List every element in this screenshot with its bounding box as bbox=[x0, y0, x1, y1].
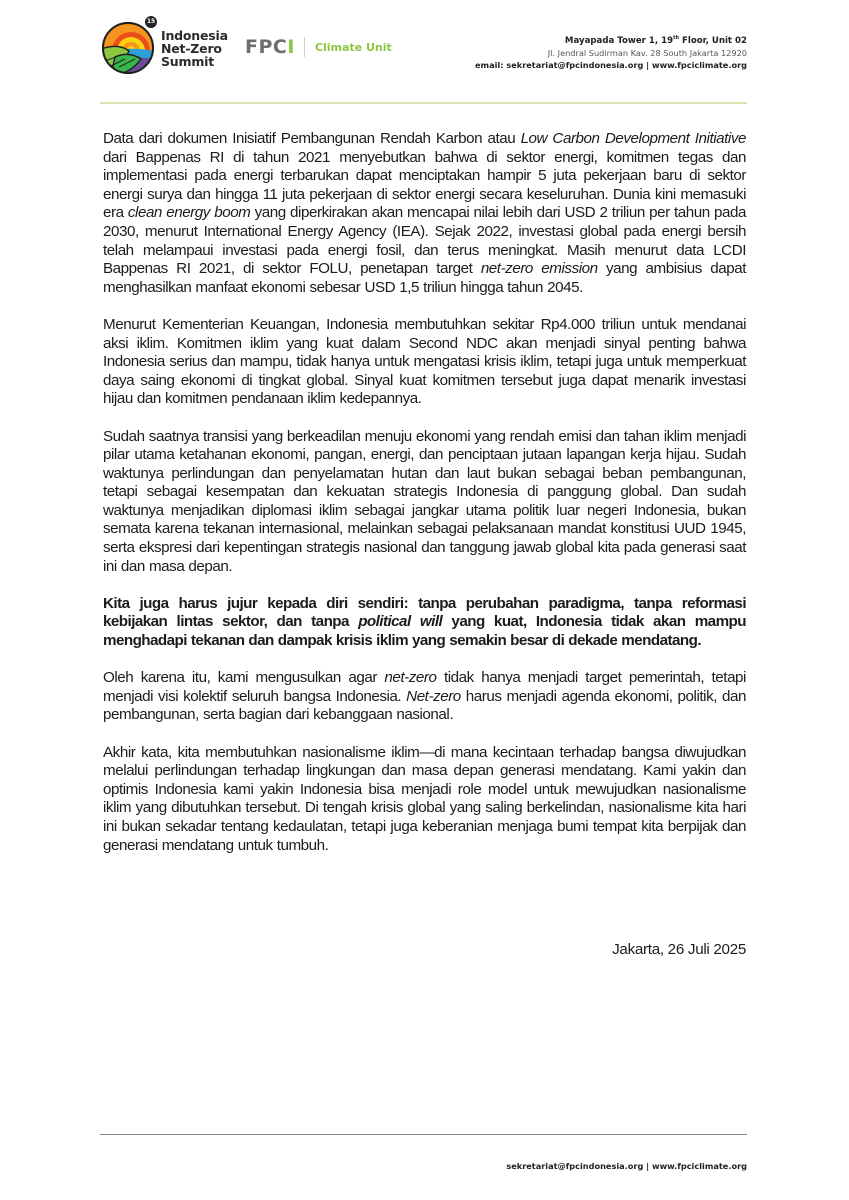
office-address bbox=[475, 32, 747, 71]
text-run: Oleh karena itu, kami mengusulkan agar bbox=[103, 669, 385, 687]
paragraph-2: Menurut Kementerian Keuangan, Indonesia membutuhkan sekitar Rp4.000 triliun untuk mendanai aksi iklim. Komitmen iklim yang kuat dalam Second NDC akan menjadi sinyal penting bahwa Indonesia serius dan mampu, tidak hanya untuk mengatasi krisis iklim, tetapi juga untuk memperkuat daya saing ekonomi di tingkat global. Sinyal kuat komitmen tersebut juga dapat menarik investasi hijau dan komitmen pendanaan iklim kedepannya. bbox=[103, 315, 746, 408]
address-building: Mayapada Tower 1, 19 bbox=[564, 35, 674, 46]
place-and-date: Jakarta, 26 Juli 2025 bbox=[612, 941, 746, 958]
fpci-letters: FPC bbox=[245, 36, 288, 58]
italic-term: political will bbox=[358, 613, 443, 631]
letterhead bbox=[0, 0, 849, 110]
text-run: yang diperkirakan akan mencapai nilai lebih dari USD 2 triliun per tahun pada 2030, menurut International Energy Agency (IEA). Sejak 2022, investasi global pada energi bersih telah melampaui investasi pada energi fosil, dan terus meningkat. Masih menurut data LCDI Bappenas RI 2021, di sektor FOLU, penetapan target bbox=[103, 204, 746, 278]
letter-body bbox=[103, 130, 746, 874]
text-run: harus menjadi agenda ekonomi, politik, dan pembangunan, serta bagian dari kebanggaan nasional. bbox=[103, 687, 746, 724]
italic-term: net-zero bbox=[384, 669, 437, 687]
summit-wordmark bbox=[161, 29, 228, 68]
text-run: yang ambisius dapat menghasilkan manfaat ekonomi sebesar USD 1,5 triliun hingga tahun 2045. bbox=[103, 260, 746, 296]
header-divider bbox=[100, 102, 747, 104]
address-contact: email: sekretariat@fpcindonesia.org | www.fpciclimate.org bbox=[474, 59, 747, 70]
italic-term: Net-zero bbox=[406, 687, 461, 705]
summit-emblem-icon bbox=[101, 18, 156, 75]
italic-term: net-zero emission bbox=[480, 260, 598, 278]
fpci-wordmark bbox=[245, 36, 295, 58]
italic-term: clean energy boom bbox=[127, 204, 251, 222]
paragraph-1 bbox=[103, 130, 746, 297]
address-line-2: Jl. Jendral Sudirman Kav. 28 South Jakarta 12920 bbox=[547, 47, 747, 58]
paragraph-4-emphasis bbox=[103, 595, 746, 651]
paragraph-6: Akhir kata, kita membutuhkan nasionalisme iklim—di mana kecintaan terhadap bangsa diwujudkan melalui perlindungan terhadap lingkungan dan masa depan generasi mendatang. Kami yakin dan optimis Indonesia kami yakin Indonesia bisa menjadi role model untuk mewujudkan nasionalisme iklim yang dibutuhkan tersebut. Di tengah krisis global yang saling berkelindan, nasionalisme kita hari ini bukan sekadar tentang kedaulatan, tetapi juga keberanian menjaga bumi tempat kita berpijak dan generasi mendatang untuk tumbuh. bbox=[103, 743, 746, 854]
italic-term: Low Carbon Development Initiative bbox=[520, 130, 746, 147]
address-line-1 bbox=[475, 32, 747, 47]
text-run: yang kuat, Indonesia tidak akan mampu menghadapi tekanan dan dampak krisis iklim yang semakin besar di dekade mendatang. bbox=[103, 613, 746, 650]
text-run: Kita juga harus jujur kepada diri sendiri: tanpa perubahan paradigma, tanpa reformasi kebijakan lintas sektor, dan tanpa bbox=[103, 594, 746, 631]
summit-line-2: Net-Zero bbox=[161, 40, 222, 56]
indonesia-net-zero-summit-logo bbox=[101, 18, 228, 75]
fpci-climate-unit-logo bbox=[245, 36, 392, 58]
text-run: dari Bappenas RI di tahun 2021 menyebutkan bahwa di sektor energi, komitmen tegas dan implementasi pada energi terbarukan dapat menciptakan hampir 5 juta pekerjaan baru di sektor energi surya dan hingga 11 juta pekerjaan di sektor energi secara keseluruhan. Dunia kini memasuki era bbox=[103, 148, 746, 222]
footer-contact: sekretariat@fpcindonesia.org | www.fpciclimate.org bbox=[506, 1161, 747, 1171]
climate-unit-label: Climate Unit bbox=[314, 40, 392, 54]
anniversary-badge: 15 bbox=[145, 16, 157, 28]
footer-divider bbox=[100, 1134, 747, 1135]
paragraph-5 bbox=[103, 669, 746, 725]
paragraph-3: Sudah saatnya transisi yang berkeadilan menuju ekonomi yang rendah emisi dan tahan iklim menjadi pilar utama ketahanan ekonomi, pangan, energi, dan penciptaan jutaan lapangan kerja hijau. Sudah waktunya perlindungan dan penyelamatan hutan dan laut bukan sebagai beban pembangunan, tetapi sebagai kesempatan dan kekuatan strategis Indonesia di panggung global. Dan sudah waktunya menjadikan diplomasi iklim sebagai jangkar utama politik luar negeri Indonesia, bukan semata karena tekanan internasional, melainkan sebagai pelaksanaan mandat konstitusi UUD 1945, serta ekspresi dari kepentingan strategis nasional dan tanggung jawab global kita pada generasi saat ini dan masa depan. bbox=[103, 427, 746, 575]
address-floor-unit: Floor, Unit 02 bbox=[679, 35, 747, 46]
text-run: tidak hanya menjadi target pemerintah, tetapi menjadi visi kolektif seluruh bangsa Indonesia. bbox=[103, 669, 746, 705]
floor-ordinal: th bbox=[673, 35, 680, 41]
summit-line-1: Indonesia bbox=[161, 27, 228, 43]
logo-separator bbox=[304, 37, 305, 57]
summit-line-3: Summit bbox=[161, 53, 215, 69]
fpci-accent-letter: I bbox=[287, 36, 295, 58]
text-run: Data dari dokumen Inisiatif Pembangunan Rendah Karbon atau bbox=[103, 130, 521, 147]
